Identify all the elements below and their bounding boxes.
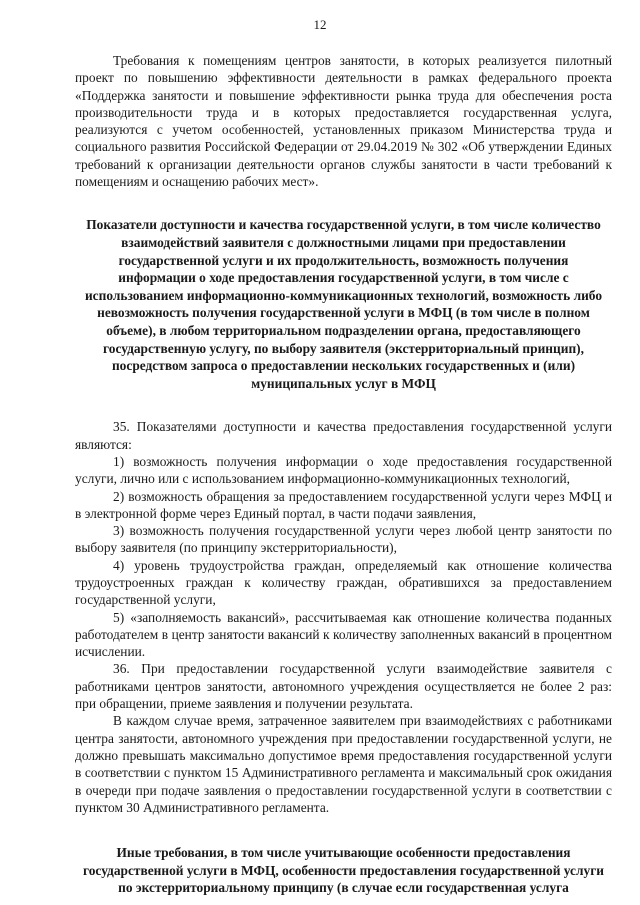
- section-heading-indicators: Показатели доступности и качества государственной услуги, в том числе количество взаимодействий заявителя с должностными лицами при предоставлении государственной услуги и их продолжительность, возможность получения информации о ходе предоставления государственной услуги, в том числе с использованием информационно-коммуникационных технологий, возможность либо невозможность получения государственной услуги в МФЦ (в том числе в полном объеме), в любом территориальном подразделении органа, предоставляющего государственную услугу, по выбору заявителя (экстерриториальный принцип), посредством запроса о предоставлении нескольких государственных и (или) муниципальных услуг в МФЦ: [84, 217, 603, 391]
- clause-35-item-4: 4) уровень трудоустройства граждан, определяемый как отношение количества трудоустроенных граждан к количеству граждан, обратившихся за предоставлением государственной услуги,: [75, 557, 612, 608]
- clause-36: 36. При предоставлении государственной услуги взаимодействие заявителя с работниками центров занятости, автономного учреждения осуществляется не более 2 раз: при обращении, приеме заявления и получении результата.: [75, 661, 612, 712]
- clause-35-item-1: 1) возможность получения информации о ходе предоставления государственной услуги, лично или с использованием информационно-коммуникационных технологий,: [75, 453, 612, 487]
- intro-paragraph: Требования к помещениям центров занятости, в которых реализуется пилотный проект по повышению эффективности деятельности в рамках федерального проекта «Поддержка занятости и повышение эффективности рынка труда для обеспечения роста производительности труда и в которых предоставляется государственная услуга, реализуются с учетом особенностей, установленных приказом Министерства труда и социального развития Российской Федерации от 29.04.2019 № 302 «Об утверждении Единых требований к организации деятельности органов службы занятости в части требований к помещениям и оснащению рабочих мест».: [75, 53, 612, 190]
- section-heading-other-requirements: Иные требования, в том числе учитывающие особенности предоставления государственной услуги в МФЦ, особенности предоставления государственной услуги по экстерриториальному принципу (в случае если государственная услуга: [82, 845, 604, 896]
- clause-36-continuation: В каждом случае время, затраченное заявителем при взаимодействиях с работниками центра занятости, автономного учреждения при предоставлении государственной услуги, не должно превышать максимально допустимое время предоставления государственной услуги в соответствии с пунктом 15 Административного регламента и максимальный срок ожидания в очереди при подаче заявления о предоставлении государственной услуги в соответствии с пунктом 30 Административного регламента.: [75, 713, 612, 815]
- clause-35-item-3: 3) возможность получения государственной услуги через любой центр занятости по выбору заявителя (по принципу экстерриториальности),: [75, 523, 612, 556]
- page-content: [75, 52, 612, 897]
- clause-35-item-5: 5) «заполняемость вакансий», рассчитываемая как отношение количества поданных работодателем в центр занятости вакансий к количеству заполненных вакансий в процентном исчислении.: [75, 609, 612, 660]
- clause-35-item-2: 2) возможность обращения за предоставлением государственной услуги через МФЦ и в электронной форме через Единый портал, в части подачи заявления,: [75, 488, 612, 521]
- clause-35-intro: 35. Показателями доступности и качества предоставления государственной услуги являются:: [75, 419, 612, 452]
- page-number: 12: [313, 17, 327, 32]
